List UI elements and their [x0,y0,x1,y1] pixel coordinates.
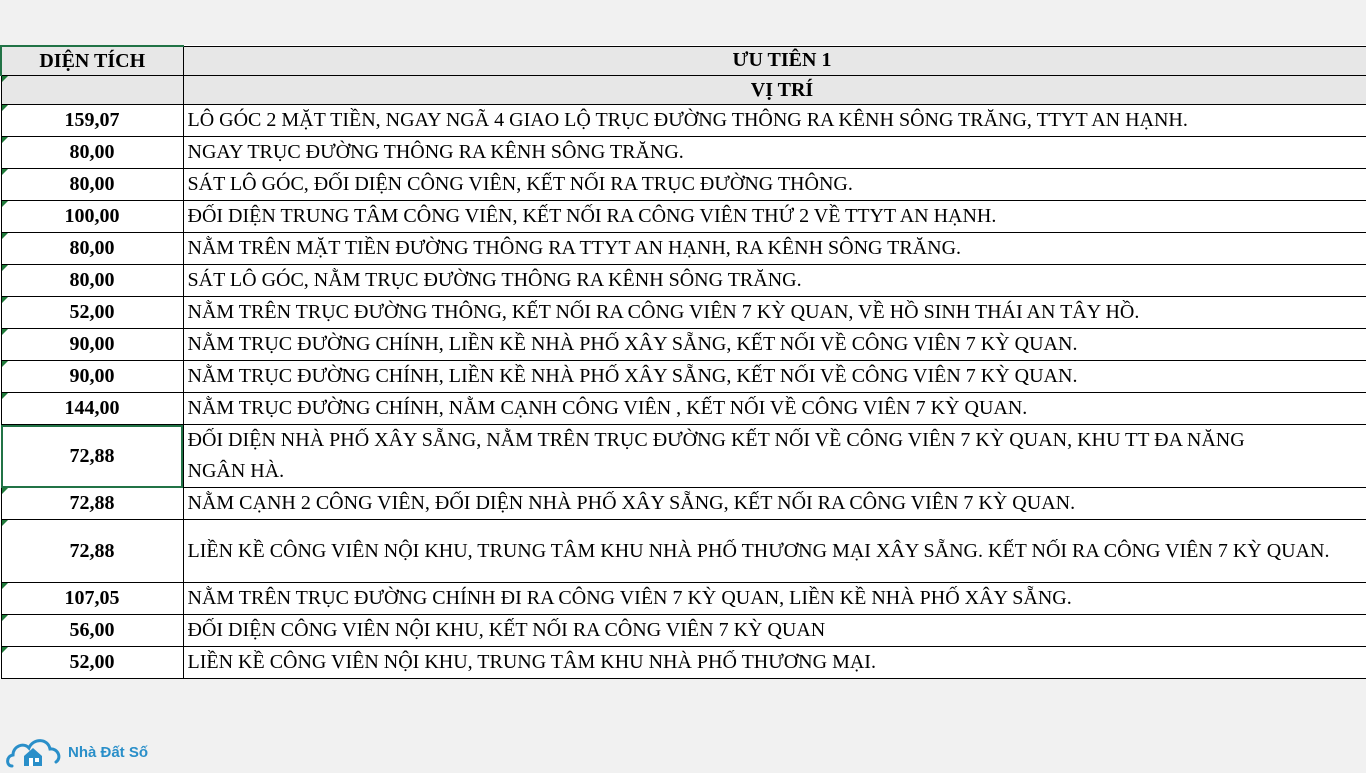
table-row [1,520,1366,583]
description-cell[interactable] [183,520,1366,583]
table-row [1,647,1366,679]
brand-logo [6,732,148,773]
comment-marker-icon [2,329,8,335]
description-text: SÁT LÔ GÓC, ĐỐI DIỆN CÔNG VIÊN, KẾT NỐI RA TRỤC ĐƯỜNG THÔNG. [188,173,853,195]
area-cell[interactable] [1,583,183,615]
area-value: 52,00 [70,301,115,323]
table-row [1,137,1366,169]
area-cell[interactable] [1,105,183,137]
house-cloud-icon [6,732,64,773]
area-value: 80,00 [70,173,115,195]
description-cell[interactable] [183,393,1366,425]
area-cell[interactable] [1,297,183,329]
description-text: SÁT LÔ GÓC, NẰM TRỤC ĐƯỜNG THÔNG RA KÊNH SÔNG TRĂNG. [188,269,802,291]
spreadsheet-sheet [0,45,1366,679]
comment-marker-icon [2,393,8,399]
comment-marker-icon [2,105,8,111]
listing-table [0,45,1366,679]
area-value: 80,00 [70,269,115,291]
description-text: ĐỐI DIỆN CÔNG VIÊN NỘI KHU, KẾT NỐI RA CÔNG VIÊN 7 KỲ QUAN [188,619,826,641]
description-text: LIỀN KỀ CÔNG VIÊN NỘI KHU, TRUNG TÂM KHU NHÀ PHỐ THƯƠNG MẠI. [188,651,876,673]
comment-marker-icon [2,137,8,143]
area-cell[interactable] [1,201,183,233]
table-row [1,233,1366,265]
description-text: ĐỐI DIỆN TRUNG TÂM CÔNG VIÊN, KẾT NỐI RA CÔNG VIÊN THỨ 2 VỀ TTYT AN HẠNH. [188,205,997,227]
description-cell[interactable] [183,137,1366,169]
table-row [1,393,1366,425]
comment-marker-icon [2,233,8,239]
comment-marker-icon [2,361,8,367]
header-location-cell[interactable]: VỊ TRÍ [183,76,1366,105]
description-text: NGAY TRỤC ĐƯỜNG THÔNG RA KÊNH SÔNG TRĂNG. [188,141,684,163]
logo-text: Nhà Đất Số [68,744,148,761]
description-text: NẰM TRỤC ĐƯỜNG CHÍNH, LIỀN KỀ NHÀ PHỐ XÂY SẴNG, KẾT NỐI VỀ CÔNG VIÊN 7 KỲ QUAN. [188,365,1078,387]
comment-marker-icon [2,647,8,653]
comment-marker-icon [2,488,8,494]
area-cell[interactable] [1,488,183,520]
table-row [1,329,1366,361]
area-value: 56,00 [70,619,115,641]
area-value: 90,00 [70,365,115,387]
description-cell[interactable] [183,647,1366,679]
area-value: 80,00 [70,141,115,163]
table-row [1,615,1366,647]
header-row-1 [1,46,1366,76]
description-text: NẰM TRÊN MẶT TIỀN ĐƯỜNG THÔNG RA TTYT AN HẠNH, RA KÊNH SÔNG TRĂNG. [188,237,962,259]
description-text: LIỀN KỀ CÔNG VIÊN NỘI KHU, TRUNG TÂM KHU NHÀ PHỐ THƯƠNG MẠI XÂY SẴNG. KẾT NỐI RA CÔNG VIÊN 7 KỲ QUAN. [188,540,1330,562]
header-blank-cell[interactable] [1,76,183,105]
area-cell[interactable] [1,520,183,583]
area-cell[interactable] [1,647,183,679]
area-value: 159,07 [65,109,120,131]
area-value: 100,00 [65,205,120,227]
header-row-2 [1,76,1366,105]
description-cell[interactable] [183,201,1366,233]
comment-marker-icon [2,615,8,621]
comment-marker-icon [2,201,8,207]
comment-marker-icon [2,76,8,82]
description-cell[interactable] [183,297,1366,329]
area-cell[interactable] [1,615,183,647]
table-row [1,488,1366,520]
area-value: 52,00 [70,651,115,673]
table-row [1,425,1366,488]
description-cell[interactable] [183,425,1366,488]
area-cell[interactable] [1,137,183,169]
area-cell[interactable] [1,393,183,425]
table-row [1,583,1366,615]
description-cell[interactable] [183,329,1366,361]
area-cell[interactable] [1,265,183,297]
area-cell[interactable] [1,361,183,393]
area-value: 72,88 [70,540,115,562]
header-priority-cell[interactable]: ƯU TIÊN 1 [183,46,1366,76]
table-row [1,201,1366,233]
description-cell[interactable] [183,265,1366,297]
area-cell-selected[interactable] [1,425,183,488]
comment-marker-icon [2,583,8,589]
description-cell[interactable] [183,105,1366,137]
description-text: ĐỐI DIỆN NHÀ PHỐ XÂY SẴNG, NẰM TRÊN TRỤC ĐƯỜNG KẾT NỐI VỀ CÔNG VIÊN 7 KỲ QUAN, KHU TT ĐA NĂNG [188,425,1366,456]
area-value: 80,00 [70,237,115,259]
comment-marker-icon [2,297,8,303]
area-cell[interactable] [1,169,183,201]
area-cell[interactable] [1,329,183,361]
description-text-line-2: NGÂN HÀ. [188,456,1366,487]
description-text: NẰM TRỤC ĐƯỜNG CHÍNH, LIỀN KỀ NHÀ PHỐ XÂY SẴNG, KẾT NỐI VỀ CÔNG VIÊN 7 KỲ QUAN. [188,333,1078,355]
area-cell[interactable] [1,233,183,265]
comment-marker-icon [2,520,8,526]
table-row [1,297,1366,329]
area-value: 144,00 [65,397,120,419]
description-cell[interactable] [183,361,1366,393]
description-text: NẰM CẠNH 2 CÔNG VIÊN, ĐỐI DIỆN NHÀ PHỐ XÂY SẴNG, KẾT NỐI RA CÔNG VIÊN 7 KỲ QUAN. [188,492,1076,514]
table-row [1,361,1366,393]
area-value: 72,88 [70,492,115,514]
comment-marker-icon [2,169,8,175]
description-cell[interactable] [183,233,1366,265]
area-value: 72,88 [70,445,115,467]
description-text: LÔ GÓC 2 MẶT TIỀN, NGAY NGÃ 4 GIAO LỘ TRỤC ĐƯỜNG THÔNG RA KÊNH SÔNG TRĂNG, TTYT AN HẠNH. [188,109,1188,131]
description-text: NẰM TRỤC ĐƯỜNG CHÍNH, NẰM CẠNH CÔNG VIÊN , KẾT NỐI VỀ CÔNG VIÊN 7 KỲ QUAN. [188,397,1028,419]
description-cell[interactable] [183,583,1366,615]
description-cell[interactable] [183,488,1366,520]
header-area-cell[interactable]: DIỆN TÍCH [1,46,183,76]
comment-marker-icon [2,265,8,271]
description-text: NẰM TRÊN TRỤC ĐƯỜNG THÔNG, KẾT NỐI RA CÔNG VIÊN 7 KỲ QUAN, VỀ HỒ SINH THÁI AN TÂY HỒ. [188,301,1140,323]
table-row [1,265,1366,297]
description-cell[interactable] [183,615,1366,647]
description-text: NẰM TRÊN TRỤC ĐƯỜNG CHÍNH ĐI RA CÔNG VIÊN 7 KỲ QUAN, LIỀN KỀ NHÀ PHỐ XÂY SẴNG. [188,587,1072,609]
table-row [1,105,1366,137]
area-value: 90,00 [70,333,115,355]
table-row [1,169,1366,201]
area-value: 107,05 [65,587,120,609]
description-cell[interactable] [183,169,1366,201]
